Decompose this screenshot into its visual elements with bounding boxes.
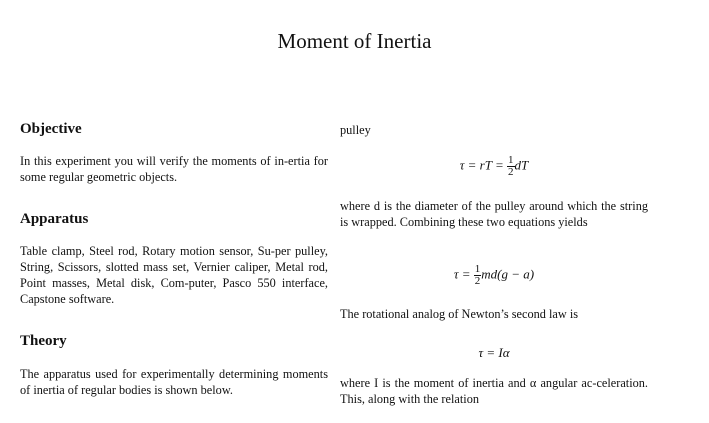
combined-equation	[340, 264, 648, 287]
eq2-rhs: md(g − a)	[481, 266, 535, 282]
inertia-paragraph: where I is the moment of inertia and α angular ac-celeration. This, along with the relation	[340, 376, 648, 406]
eq2-lhs: τ =	[453, 266, 474, 282]
page-title: Moment of Inertia	[277, 29, 432, 53]
eq2-numerator: 1	[474, 263, 481, 275]
newton-equation: τ = Iα	[478, 345, 510, 360]
eq1-rhs: dT	[514, 157, 529, 173]
eq2-denominator: 2	[474, 275, 481, 287]
objective-paragraph: In this experiment you will verify the moments of in-ertia for some regular geometric objects.	[20, 154, 328, 184]
pulley-text: pulley	[340, 123, 371, 137]
apparatus-heading: Apparatus	[20, 211, 89, 227]
apparatus-paragraph: Table clamp, Steel rod, Rotary motion sensor, Su-per pulley, String, Scissors, slotted mass set, Vernier caliper, Metal rod, Point masses, Metal disk, Com-puter, Pasco 550 interface, Capstone software.	[20, 244, 328, 306]
eq1-numerator: 1	[508, 154, 514, 166]
diameter-paragraph: where d is the diameter of the pulley around which the string is wrapped. Combining these two equations yields	[340, 199, 648, 229]
newton-paragraph: The rotational analog of Newton’s second law is	[340, 307, 579, 321]
objective-heading: Objective	[20, 121, 82, 137]
eq1-lhs: τ = rT =	[459, 157, 508, 173]
theory-paragraph: The apparatus used for experimentally determining moments of inertia of regular bodies is shown below.	[20, 367, 328, 397]
torque-equation	[340, 155, 648, 178]
eq1-fraction	[507, 155, 515, 178]
eq1-denominator: 2	[508, 166, 514, 178]
theory-heading: Theory	[20, 333, 67, 349]
